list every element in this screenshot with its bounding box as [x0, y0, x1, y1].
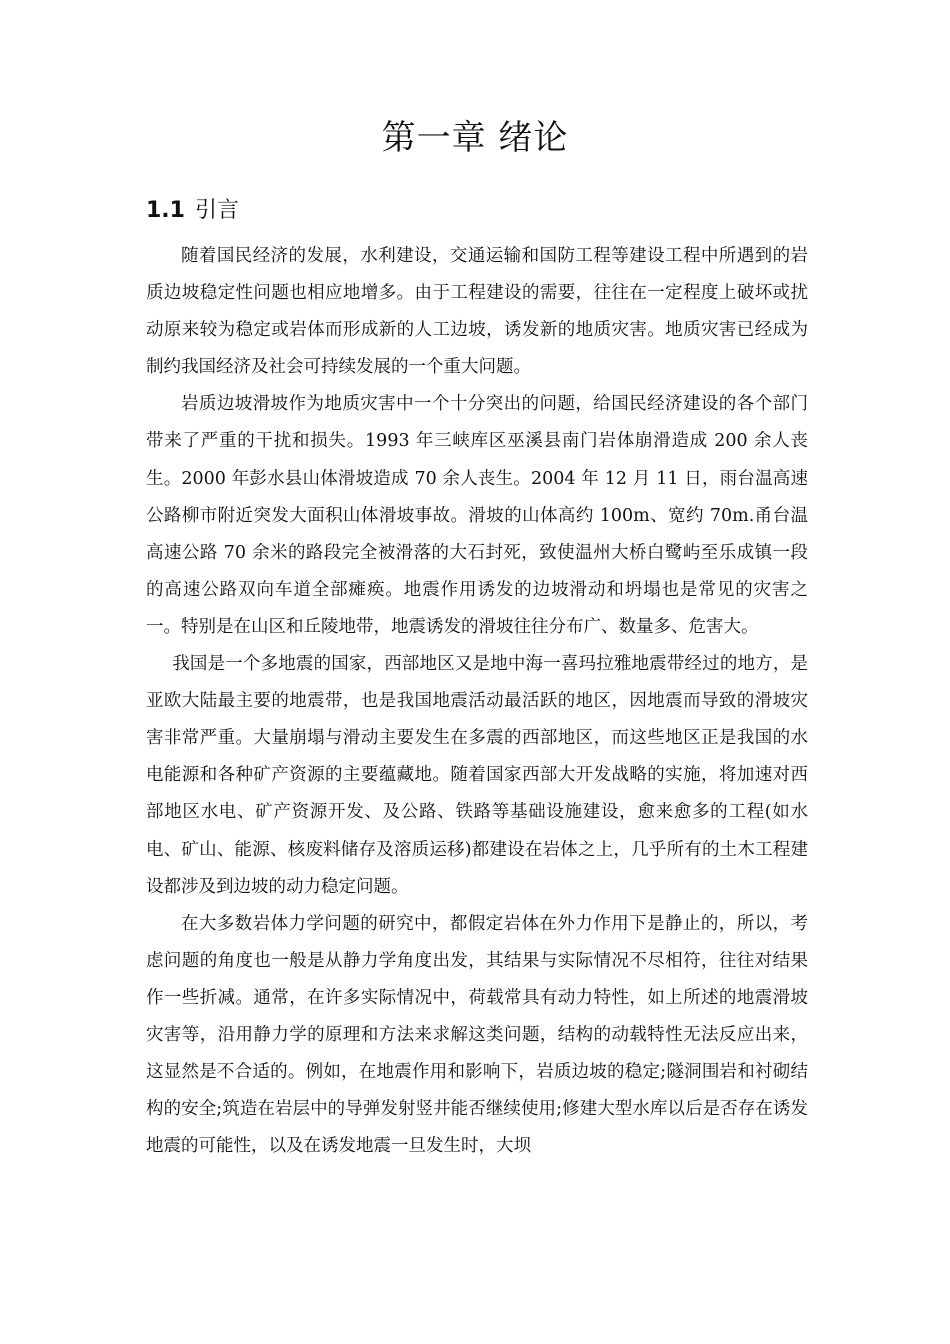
paragraph: 在大多数岩体力学问题的研究中，都假定岩体在外力作用下是静止的，所以，考虑问题的角度也一般是从静力学角度出发，其结果与实际情况不尽相符，往往对结果作一些折减。通常，在许多实际情况中，荷载常具有动力特性，如上所述的地震滑坡灾害等，沿用静力学的原理和方法来求解这类问题，结构的动载特性无法反应出来，这显然是不合适的。例如，在地震作用和影响下，岩质边坡的稳定;隧洞围岩和衬砌结构的安全;筑造在岩层中的导弹发射竖井能否继续使用;修建大型水库以后是否存在诱发地震的可能性，以及在诱发地震一旦发生时，大坝: [146, 913, 808, 1157]
chapter-title: 第一章 绪论: [381, 118, 569, 158]
paragraph: 我国是一个多地震的国家，西部地区又是地中海一喜玛拉雅地震带经过的地方，是亚欧大陆最主要的地震带，也是我国地震活动最活跃的地区，因地震而导致的滑坡灾害非常严重。大量崩塌与滑动主要发生在多震的西部地区，而这些地区正是我国的水电能源和各种矿产资源的主要蕴藏地。随着国家西部大开发战略的实施，将加速对西部地区水电、矿产资源开发、及公路、铁路等基础设施建设，愈来愈多的工程(如水电、矿山、能源、核废料储存及溶质运移)都建设在岩体之上，几乎所有的土木工程建设都涉及到边坡的动力稳定问题。: [146, 654, 808, 897]
paragraph: 随着国民经济的发展，水利建设，交通运输和国防工程等建设工程中所遇到的岩质边坡稳定性问题也相应地增多。由于工程建设的需要，往往在一定程度上破坏或扰动原来较为稳定或岩体而形成新的人工边坡，诱发新的地质灾害。地质灾害已经成为制约我国经济及社会可持续发展的一个重大问题。: [146, 246, 808, 378]
section-number: 1.1: [146, 198, 185, 223]
paragraph: 岩质边坡滑坡作为地质灾害中一个十分突出的问题，给国民经济建设的各个部门带来了严重的干扰和损失。1993 年三峡库区巫溪县南门岩体崩滑造成 200 余人丧生。2000 年彭水县山体滑坡造成 70 余人丧生。2004 年 12 月 11 日，雨台温高速公路柳市附近突发大面积山体滑坡事故。滑坡的山体高约 100m、宽约 70m.甬台温高速公路 70 余米的路段完全被滑落的大石封死，致使温州大桥白鹭屿至乐成镇一段的高速公路双向车道全部瘫痪。地震作用诱发的边坡滑动和坍塌也是常见的灾害之一。特别是在山区和丘陵地带，地震诱发的滑坡往往分布广、数量多、危害大。: [146, 394, 808, 637]
section-heading: [146, 194, 239, 228]
section-title: 引言: [194, 198, 239, 223]
body-text: [146, 238, 808, 1165]
